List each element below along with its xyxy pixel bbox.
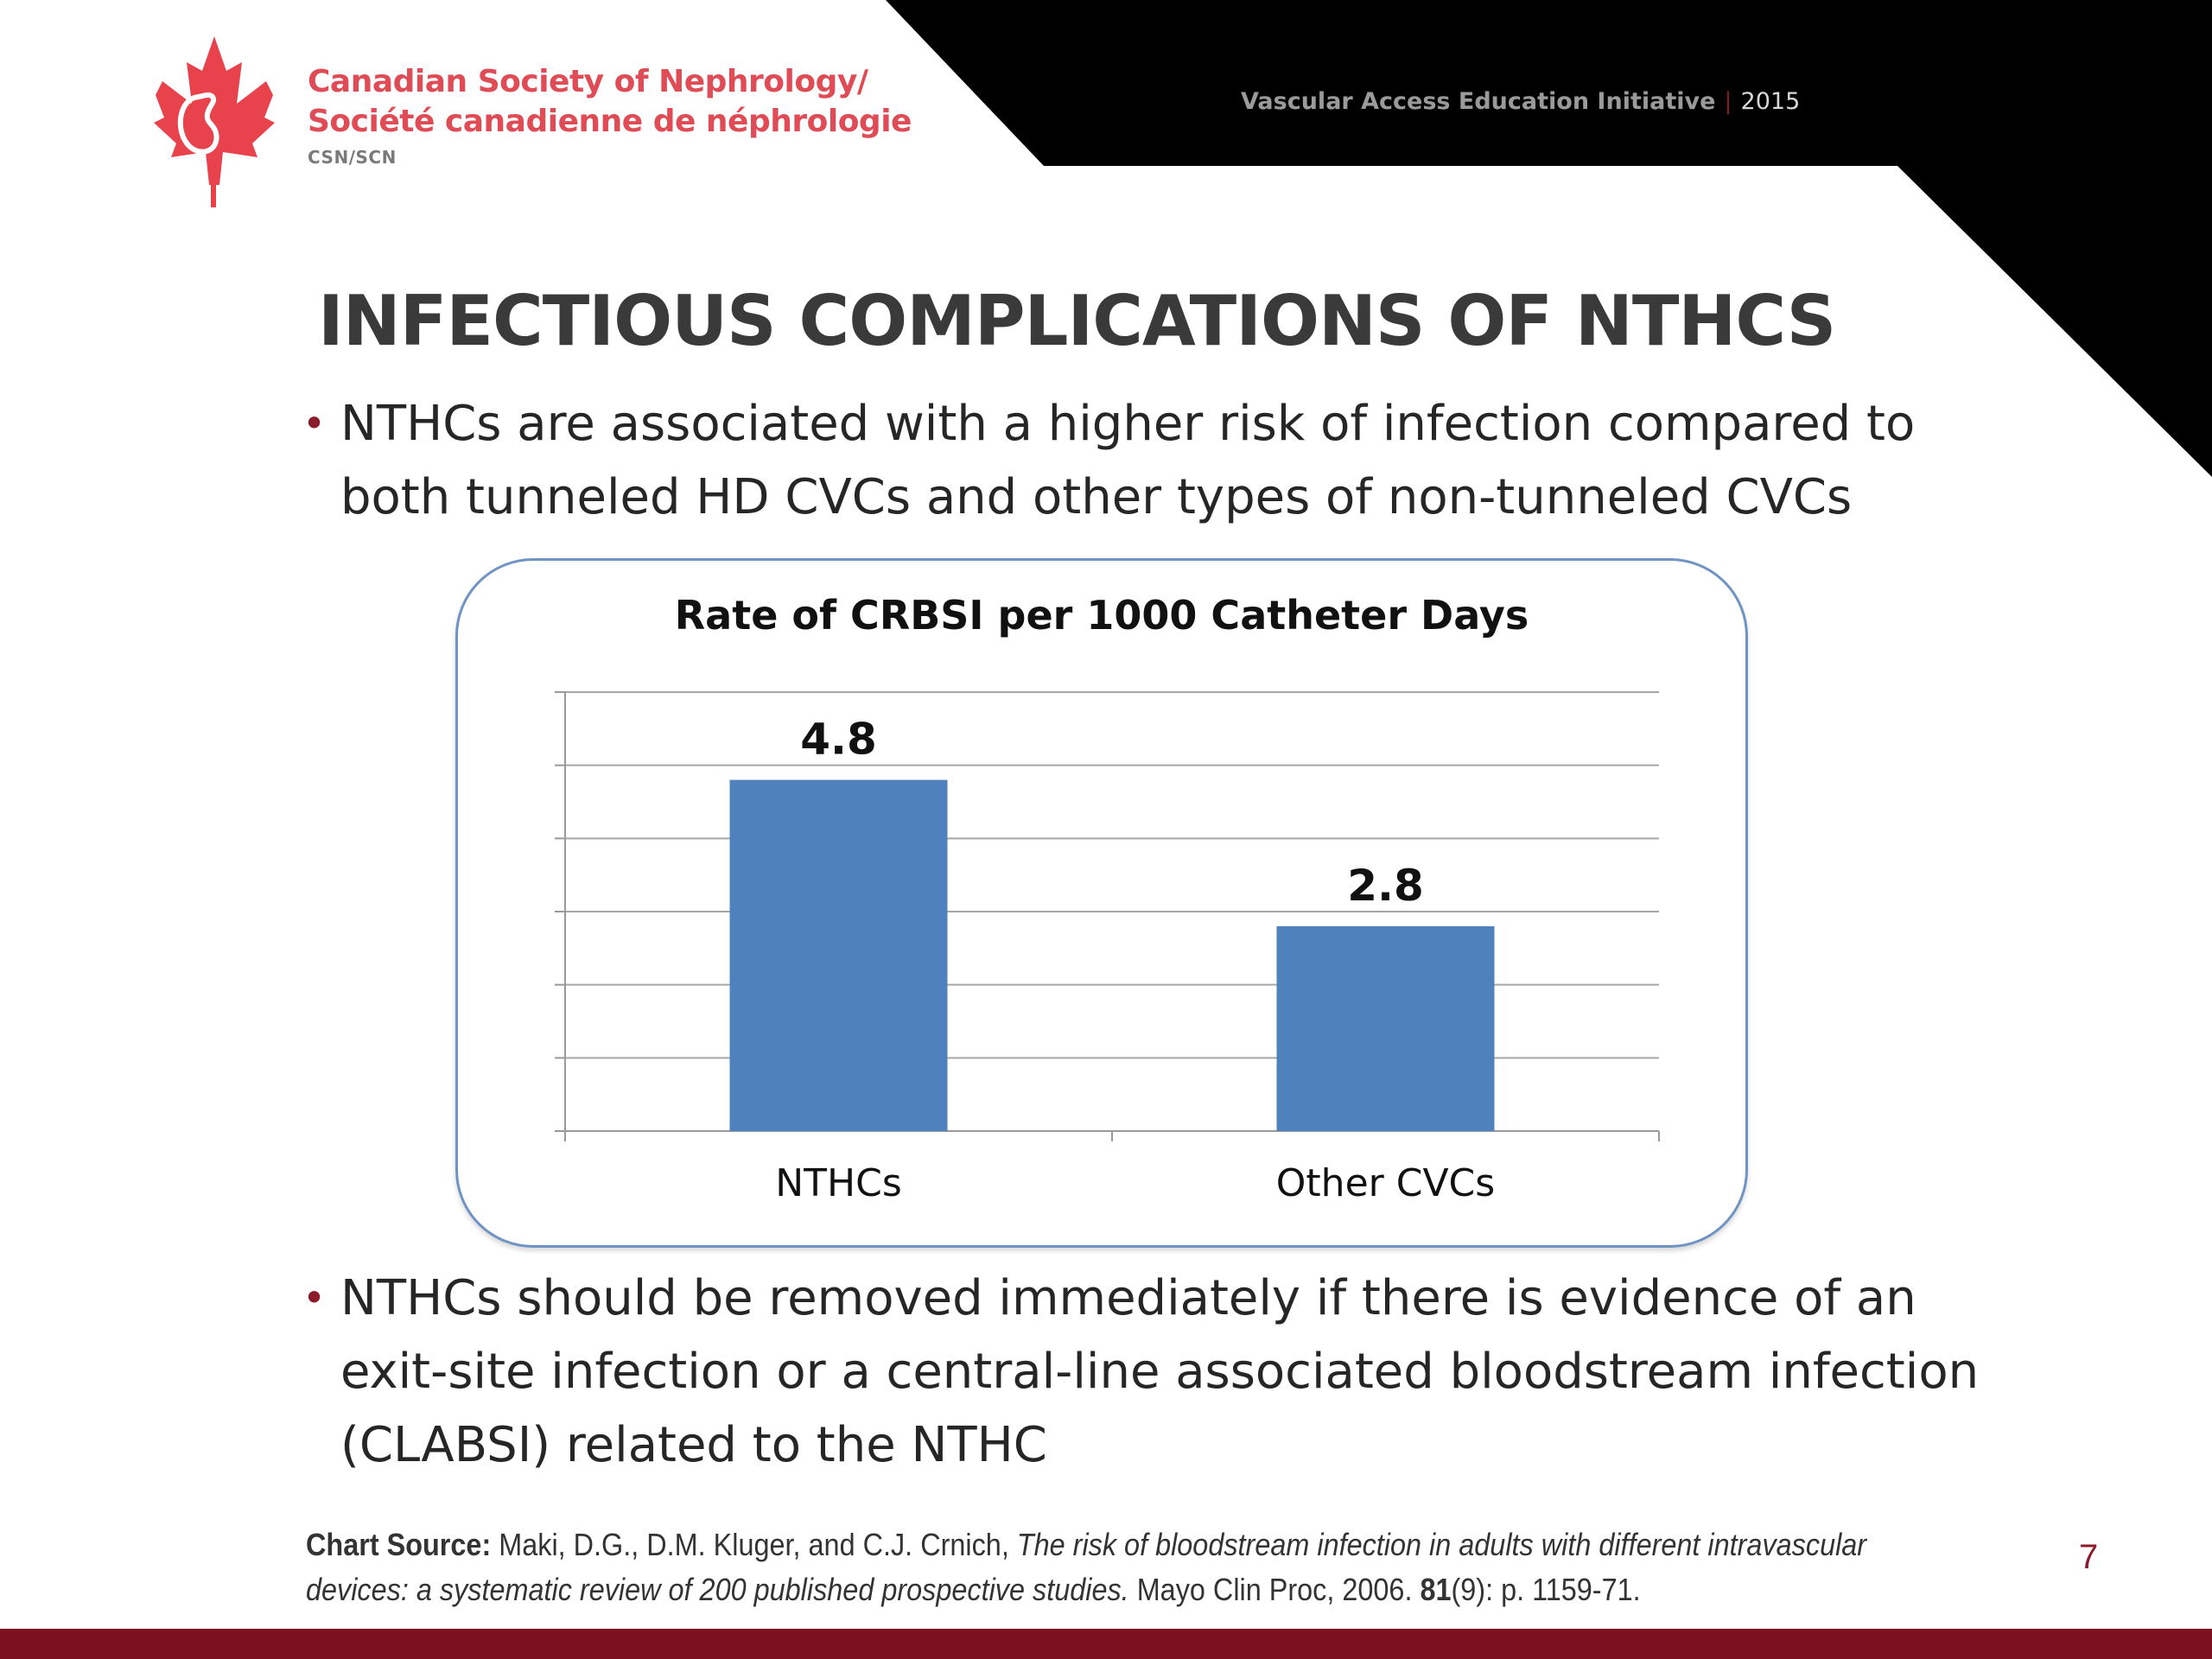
footer-bar bbox=[0, 1629, 2212, 1659]
bullet-dot-icon: • bbox=[302, 1274, 327, 1321]
bullet-text: NTHCs are associated with a higher risk of infection compared to both tunneled HD CVCs and other types of non-tunneled CVCs bbox=[340, 396, 1916, 525]
slide-title: INFECTIOUS COMPLICATIONS OF NTHCS bbox=[318, 281, 1836, 361]
header-separator: | bbox=[1724, 88, 1732, 115]
organization-name bbox=[308, 62, 912, 168]
source-volume: 81 bbox=[1420, 1572, 1452, 1607]
source-journal: Mayo Clin Proc, 2006. bbox=[1128, 1572, 1421, 1607]
org-name-english: Canadian Society of Nephrology/ bbox=[308, 64, 868, 99]
data-label: 2.8 bbox=[1347, 860, 1424, 911]
source-authors: Maki, D.G., D.M. Kluger, and C.J. Crnich, bbox=[491, 1527, 1017, 1562]
bullet-text: NTHCs should be removed immediately if there is evidence of an exit-site infection or a central-line associated bloodstream infection (CLABSI) related to the NTHC bbox=[340, 1270, 1980, 1473]
org-abbreviation: CSN/SCN bbox=[308, 147, 397, 168]
maple-leaf-icon bbox=[154, 36, 275, 185]
bar-chart bbox=[455, 558, 1748, 1248]
chart-title: Rate of CRBSI per 1000 Catheter Days bbox=[674, 592, 1529, 639]
bar bbox=[730, 780, 948, 1131]
initiative-header bbox=[1241, 88, 1800, 115]
initiative-name: Vascular Access Education Initiative bbox=[1241, 88, 1716, 115]
category-label: NTHCs bbox=[775, 1161, 902, 1205]
data-label: 4.8 bbox=[800, 714, 877, 765]
org-name-french: Société canadienne de néphrologie bbox=[308, 104, 912, 139]
logo-stem bbox=[211, 175, 216, 207]
source-label: Chart Source: bbox=[306, 1527, 492, 1562]
bullet-item bbox=[302, 387, 2017, 534]
bar bbox=[1277, 926, 1495, 1131]
chart-source-citation bbox=[306, 1522, 1877, 1612]
csn-logo bbox=[137, 36, 275, 209]
page-number: 7 bbox=[2079, 1538, 2099, 1576]
bullet-item bbox=[302, 1262, 2017, 1482]
header-year: 2015 bbox=[1740, 88, 1801, 115]
source-title: The risk of bloodstream infection in adults with different intravascular devices: a systematic review of 200 published prospective studies. bbox=[306, 1527, 1867, 1607]
bullet-dot-icon: • bbox=[302, 400, 327, 447]
source-pages: (9): p. 1159-71. bbox=[1451, 1572, 1641, 1607]
category-label: Other CVCs bbox=[1275, 1161, 1496, 1205]
